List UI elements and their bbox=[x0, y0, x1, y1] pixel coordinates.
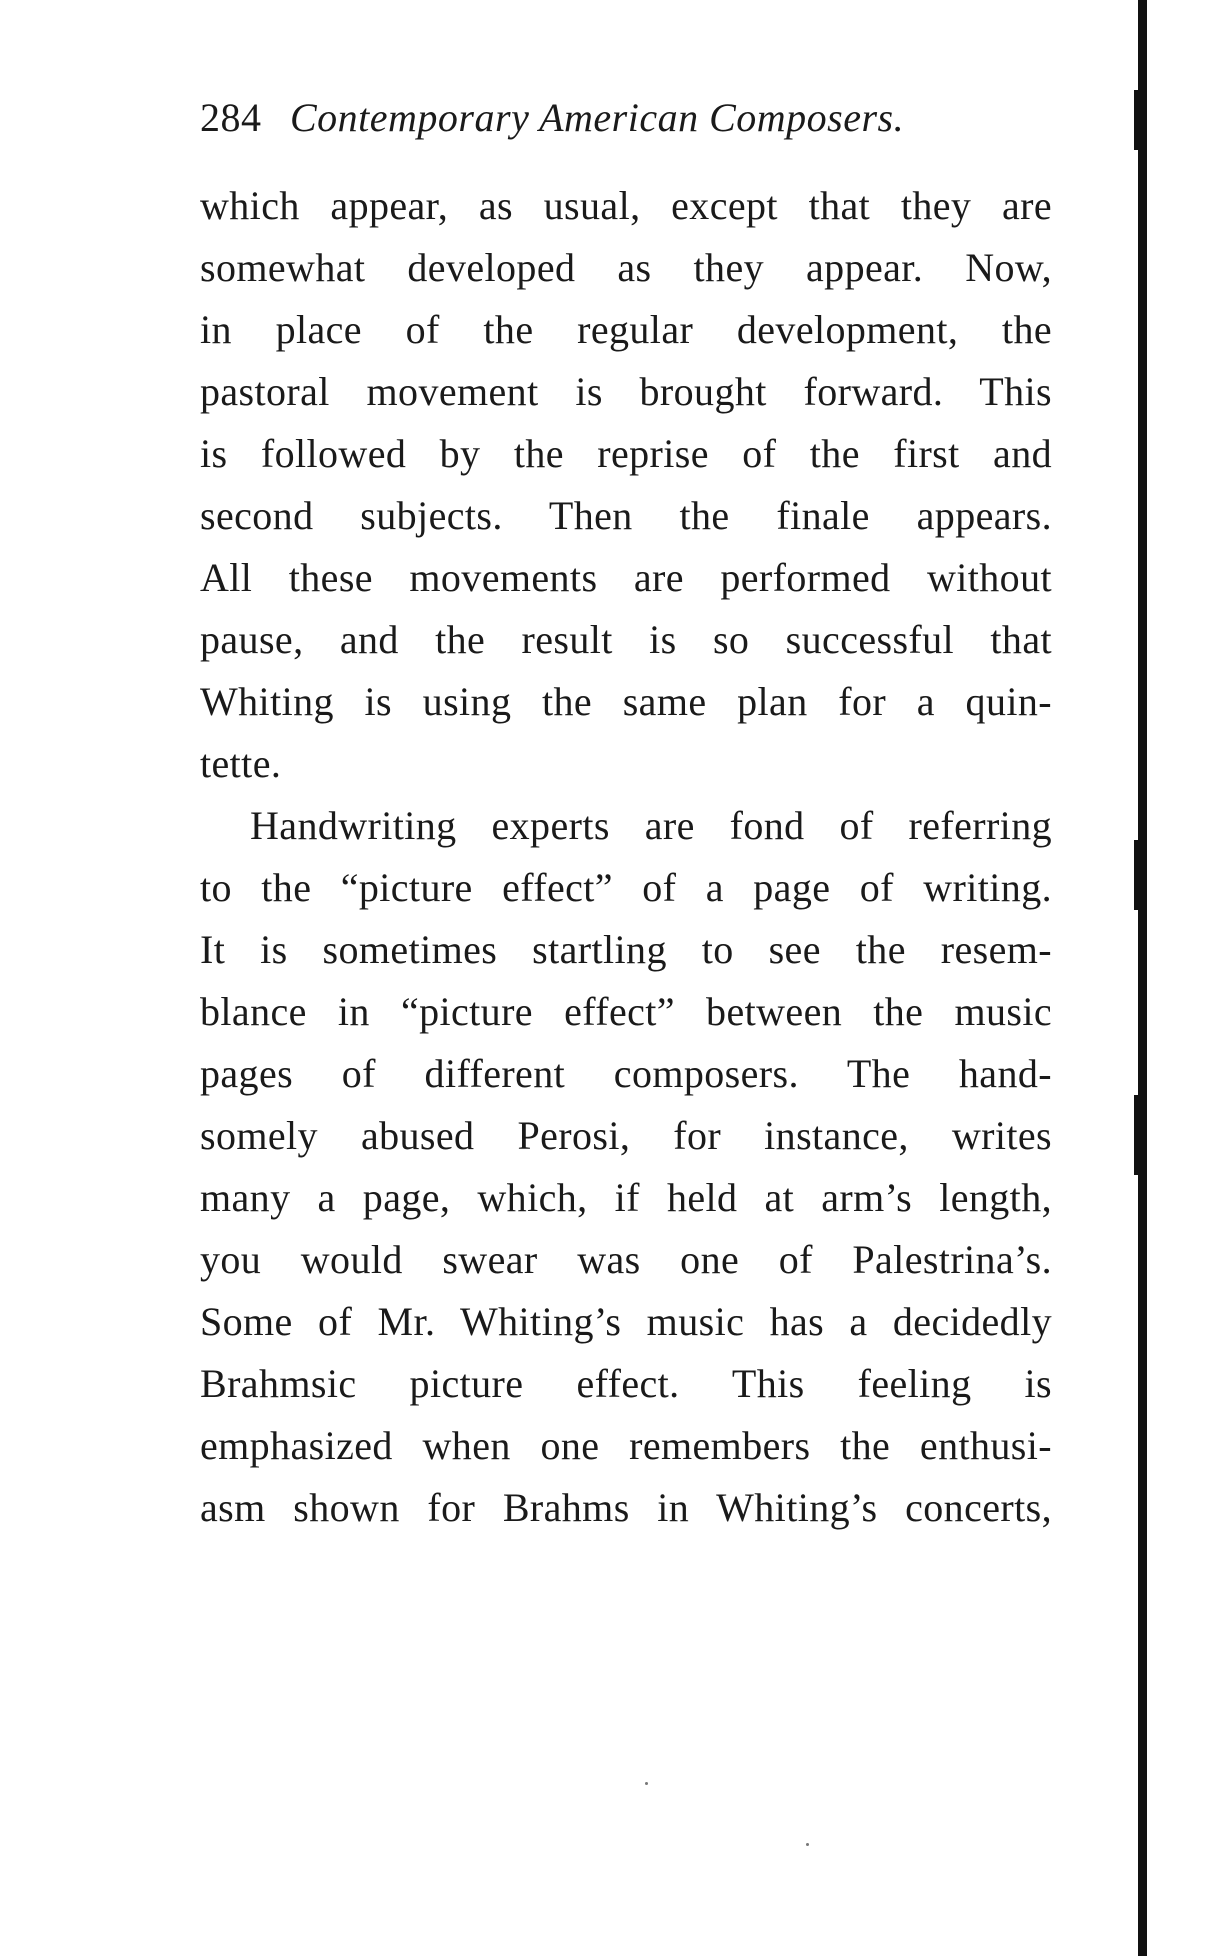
text-line: pause, and the result is so successful that bbox=[200, 617, 1052, 662]
scan-speck bbox=[806, 1843, 809, 1846]
body-text bbox=[200, 175, 1052, 1539]
paragraph bbox=[200, 175, 1052, 795]
text-line: somely abused Perosi, for instance, writes bbox=[200, 1113, 1052, 1158]
text-line: asm shown for Brahms in Whiting’s concerts, bbox=[200, 1485, 1052, 1530]
text-line: you would swear was one of Palestrina’s. bbox=[200, 1237, 1052, 1282]
text-line: somewhat developed as they appear. Now, bbox=[200, 245, 1052, 290]
text-line: to the “picture effect” of a page of writing. bbox=[200, 865, 1052, 910]
running-title: Contemporary American Composers. bbox=[290, 95, 905, 140]
running-header bbox=[200, 88, 1060, 148]
scan-speck bbox=[645, 1782, 648, 1785]
text-line: pages of different composers. The hand- bbox=[200, 1051, 1052, 1096]
text-line: Brahmsic picture effect. This feeling is bbox=[200, 1361, 1052, 1406]
text-line: Whiting is using the same plan for a quin- bbox=[200, 679, 1052, 724]
page-edge-shadow bbox=[1138, 0, 1147, 1956]
text-line: pastoral movement is brought forward. This bbox=[200, 369, 1052, 414]
text-line: second subjects. Then the finale appears. bbox=[200, 493, 1052, 538]
text-line: tette. bbox=[200, 741, 282, 786]
page-edge-notch bbox=[1134, 840, 1139, 910]
page-number: 284 bbox=[200, 95, 262, 140]
text-line: Handwriting experts are fond of referring bbox=[250, 803, 1052, 848]
paragraph bbox=[200, 795, 1052, 1539]
text-line: emphasized when one remembers the enthusi- bbox=[200, 1423, 1052, 1468]
text-line: It is sometimes startling to see the resem- bbox=[200, 927, 1052, 972]
text-line: many a page, which, if held at arm’s length, bbox=[200, 1175, 1052, 1220]
text-line: blance in “picture effect” between the music bbox=[200, 989, 1052, 1034]
text-line: is followed by the reprise of the first and bbox=[200, 431, 1052, 476]
text-line: Some of Mr. Whiting’s music has a decidedly bbox=[200, 1299, 1052, 1344]
page-edge-notch bbox=[1134, 1095, 1139, 1175]
page-edge-notch bbox=[1134, 90, 1139, 150]
text-line: which appear, as usual, except that they are bbox=[200, 183, 1052, 228]
text-line: All these movements are performed without bbox=[200, 555, 1052, 600]
text-line: in place of the regular development, the bbox=[200, 307, 1052, 352]
